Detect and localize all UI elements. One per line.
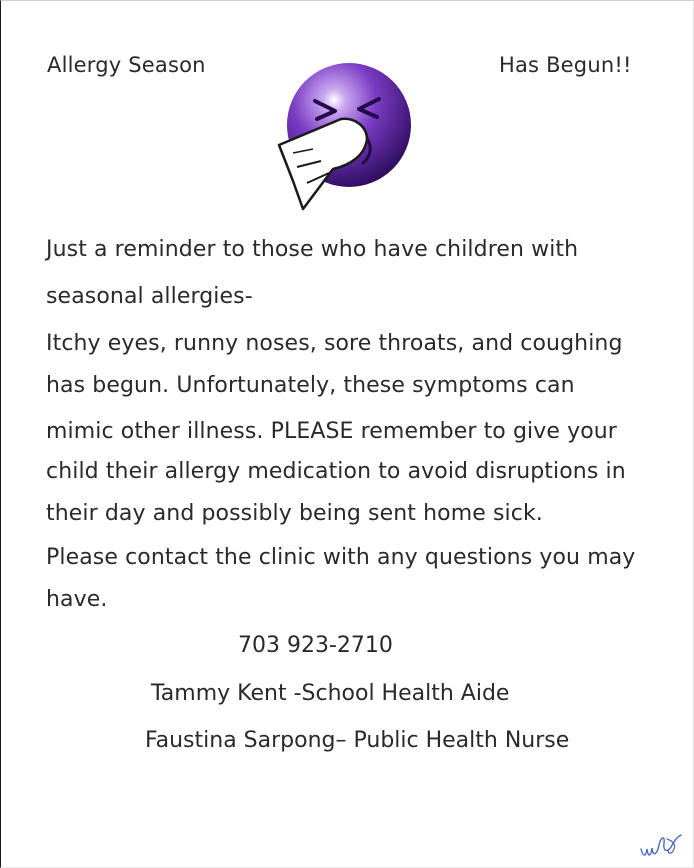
public-health-nurse-name: Faustina Sarpong– Public Health Nurse (145, 728, 570, 753)
body-line-2: seasonal allergies- (46, 284, 253, 309)
body-line-1: Just a reminder to those who have children with (46, 237, 579, 262)
handwritten-initials-icon (637, 827, 685, 861)
body-line-4: has begun. Unfortunately, these symptoms can (46, 373, 575, 398)
body-line-8: Please contact the clinic with any questions you may (46, 545, 636, 570)
body-line-9: have. (46, 587, 108, 612)
header-left-text: Allergy Season (47, 53, 206, 77)
body-line-3: Itchy eyes, runny noses, sore throats, and coughing (46, 331, 623, 356)
health-aide-name: Tammy Kent -School Health Aide (151, 681, 510, 706)
body-line-7: their day and possibly being sent home sick. (46, 501, 543, 526)
body-line-6: child their allergy medication to avoid disruptions in (46, 459, 626, 484)
header-right-text: Has Begun!! (499, 53, 632, 77)
sneezing-face-icon (263, 63, 423, 213)
clinic-phone: 703 923-2710 (238, 633, 393, 658)
body-line-5: mimic other illness. PLEASE remember to give your (46, 419, 617, 444)
